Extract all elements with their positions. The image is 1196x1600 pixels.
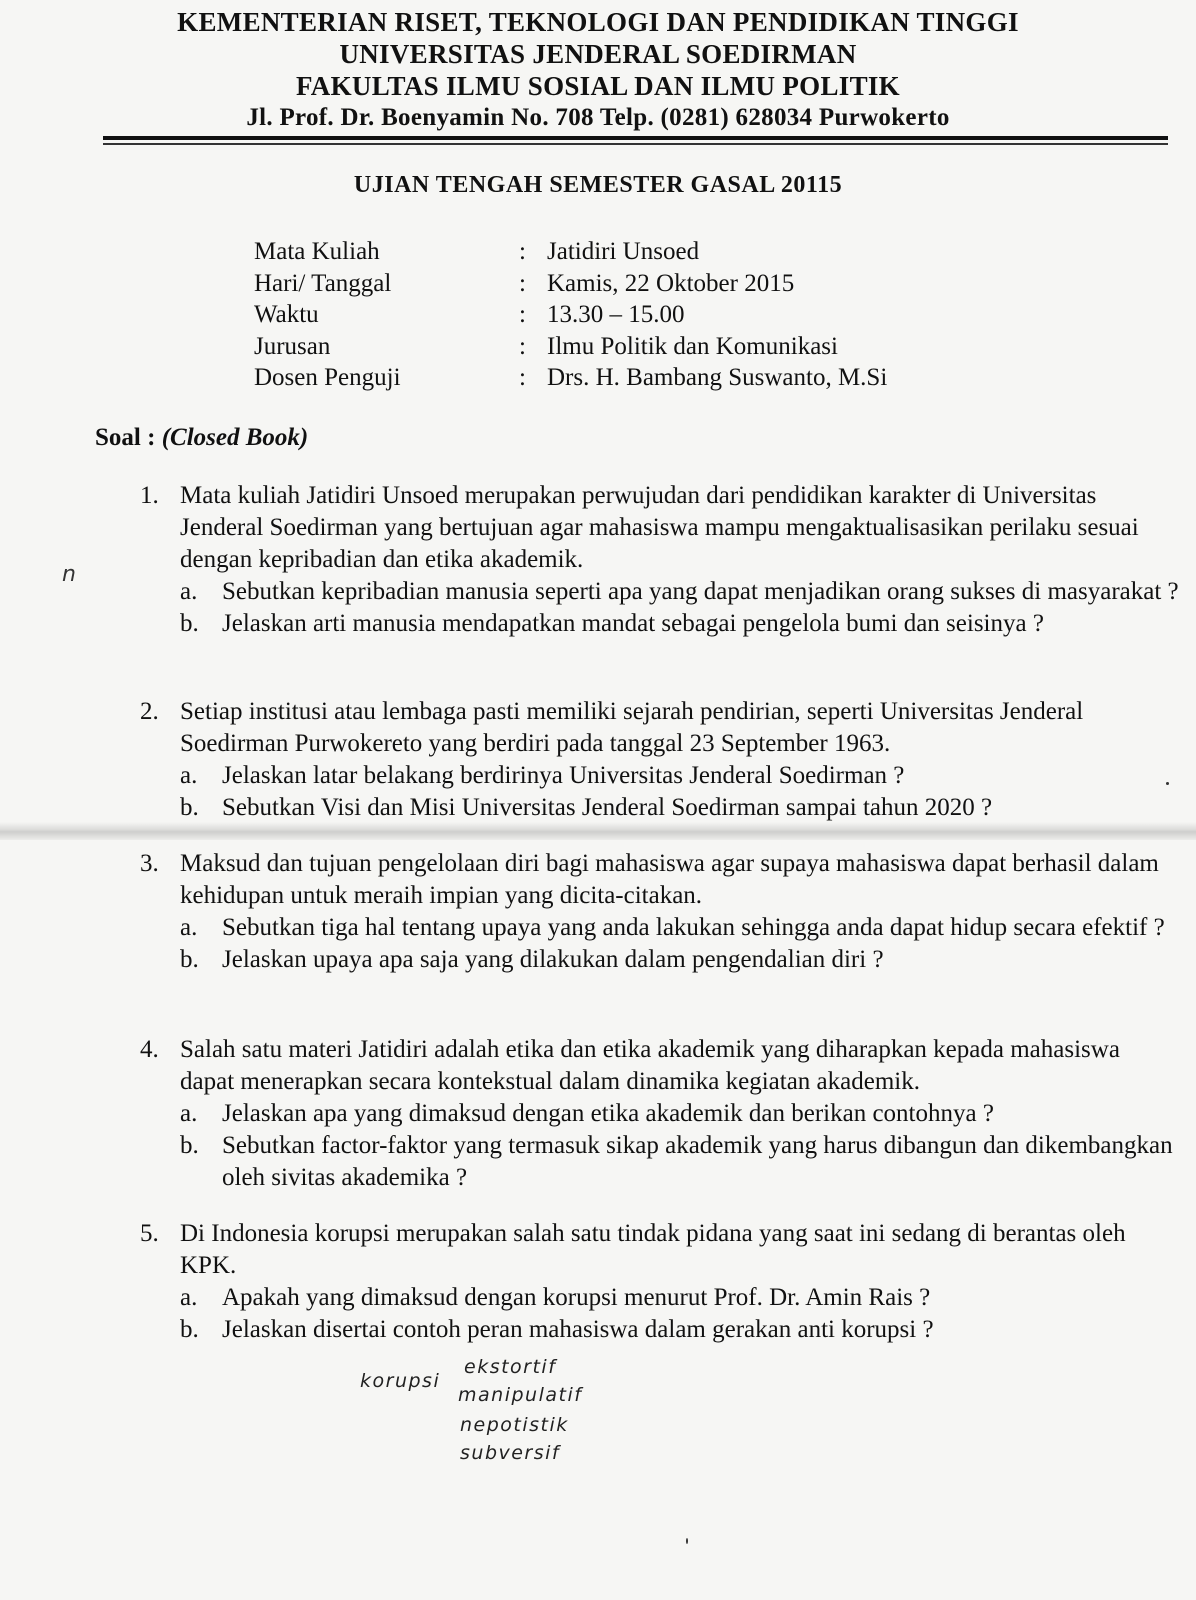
sub-question-b: [180, 1314, 1180, 1346]
sub-letter: b.: [180, 1316, 199, 1343]
info-value: 13.30 – 15.00: [547, 301, 685, 328]
sub-text: Jelaskan upaya apa saja yang dilakukan dalam pengendalian diri ?: [222, 946, 884, 973]
closed-book-note: (Closed Book): [161, 424, 309, 451]
faculty-address: Jl. Prof. Dr. Boenyamin No. 708 Telp. (0281) 628034 Purwokerto: [246, 104, 950, 131]
scan-speck: [686, 1538, 688, 1544]
sub-text: Sebutkan Visi dan Misi Universitas Jenderal Soedirman sampai tahun 2020 ?: [222, 794, 993, 821]
sub-question-b: [180, 792, 1180, 824]
info-label: Waktu: [254, 301, 319, 328]
info-label: Mata Kuliah: [254, 238, 380, 265]
sub-question-a: [180, 1282, 1180, 1314]
question-text: Setiap institusi atau lembaga pasti memiliki sejarah pendirian, seperti Universitas Jenderal Soedirman Purwokereto yang berdiri pada tanggal 23 September 1963.: [180, 698, 1084, 757]
letterhead-divider-thick: [103, 136, 1168, 140]
info-colon: :: [519, 238, 526, 265]
sub-question-a: [180, 912, 1180, 944]
sub-question-a: [180, 760, 1180, 792]
handwritten-list-item: manipulatif: [458, 1384, 583, 1406]
question-5: [140, 1218, 1180, 1346]
question-text: Maksud dan tujuan pengelolaan diri bagi mahasiswa agar supaya mahasiswa dapat berhasil dalam kehidupan untuk meraih impian yang dicita-citakan.: [180, 850, 1159, 909]
info-colon: :: [519, 301, 526, 328]
exam-info-table: [254, 236, 887, 394]
handwritten-list-item: ekstortif: [464, 1356, 557, 1378]
info-colon: :: [519, 332, 526, 360]
info-row-department: [254, 331, 887, 363]
sub-letter: a.: [180, 762, 198, 789]
sub-text: Sebutkan tiga hal tentang upaya yang anda lakukan sehingga anda dapat hidup secara efektif ?: [222, 914, 1165, 941]
info-label: Hari/ Tanggal: [254, 269, 392, 297]
exam-title: UJIAN TENGAH SEMESTER GASAL 20115: [353, 172, 843, 198]
sub-letter: b.: [180, 610, 199, 637]
question-1: [140, 480, 1180, 640]
question-text: Salah satu materi Jatidiri adalah etika dan etika akademik yang diharapkan kepada mahasiswa dapat menerapkan secara kontekstual dalam dinamika kegiatan akademik.: [180, 1036, 1120, 1095]
sub-text: Jelaskan arti manusia mendapatkan mandat sebagai pengelola bumi dan seisinya ?: [222, 610, 1044, 637]
question-number: 2.: [140, 698, 159, 725]
question-2: [140, 696, 1180, 824]
info-value: Jatidiri Unsoed: [547, 238, 700, 265]
question-3: [140, 848, 1180, 976]
question-number: 4.: [140, 1036, 159, 1063]
info-value: Ilmu Politik dan Komunikasi: [547, 332, 838, 360]
sub-question-b: [180, 1130, 1180, 1194]
sub-text: Sebutkan factor-faktor yang termasuk sikap akademik yang harus dibangun dan dikembangkan oleh sivitas akademika ?: [222, 1132, 1173, 1191]
info-row-date: [254, 268, 887, 300]
info-row-time: [254, 299, 887, 331]
sub-question-a: [180, 1098, 1180, 1130]
sub-letter: a.: [180, 578, 198, 605]
info-colon: :: [519, 364, 526, 391]
paper-fold-crease: [0, 822, 1196, 840]
sub-letter: b.: [180, 1132, 199, 1159]
sub-text: Jelaskan disertai contoh peran mahasiswa dalam gerakan anti korupsi ?: [222, 1316, 934, 1343]
info-row-course: [254, 236, 887, 268]
question-number: 5.: [140, 1220, 159, 1247]
info-label: Jurusan: [254, 332, 331, 360]
sub-letter: a.: [180, 914, 198, 941]
sub-letter: b.: [180, 946, 199, 973]
question-number: 1.: [140, 482, 159, 509]
sub-question-b: [180, 944, 1180, 976]
handwritten-margin-mark: n: [62, 562, 76, 587]
letterhead-divider-thin: [103, 143, 1168, 145]
ministry-name: KEMENTERIAN RISET, TEKNOLOGI DAN PENDIDIKAN TINGGI: [177, 7, 1019, 37]
question-text: Mata kuliah Jatidiri Unsoed merupakan perwujudan dari pendidikan karakter di Universitas Jenderal Soedirman yang bertujuan agar mahasiswa mampu mengaktualisasikan perilaku sesuai dengan kepribadian dan etika akademik.: [180, 482, 1139, 573]
handwritten-word-korupsi: korupsi: [360, 1370, 441, 1392]
sub-text: Jelaskan apa yang dimaksud dengan etika akademik dan berikan contohnya ?: [222, 1100, 994, 1127]
question-4: [140, 1034, 1180, 1194]
info-colon: :: [519, 269, 526, 297]
faculty-name: FAKULTAS ILMU SOSIAL DAN ILMU POLITIK: [296, 71, 900, 101]
info-value: Drs. H. Bambang Suswanto, M.Si: [547, 364, 888, 391]
info-value: Kamis, 22 Oktober 2015: [547, 269, 795, 297]
scan-speck: [1166, 782, 1169, 785]
university-name: UNIVERSITAS JENDERAL SOEDIRMAN: [339, 39, 857, 69]
letterhead: [0, 6, 1196, 134]
sub-text: Jelaskan latar belakang berdirinya Universitas Jenderal Soedirman ?: [222, 762, 905, 789]
sub-letter: b.: [180, 794, 199, 821]
sub-question-b: [180, 608, 1180, 640]
question-text: Di Indonesia korupsi merupakan salah satu tindak pidana yang saat ini sedang di berantas oleh KPK.: [180, 1220, 1126, 1279]
info-label: Dosen Penguji: [254, 364, 401, 391]
sub-text: Sebutkan kepribadian manusia seperti apa yang dapat menjadikan orang sukses di masyarakat ?: [222, 578, 1179, 605]
sub-question-a: [180, 576, 1180, 608]
handwritten-list-item: nepotistik: [460, 1414, 569, 1436]
sub-text: Apakah yang dimaksud dengan korupsi menurut Prof. Dr. Amin Rais ?: [222, 1284, 931, 1311]
sub-letter: a.: [180, 1100, 198, 1127]
questions-label: Soal :: [95, 424, 156, 451]
questions-heading: [95, 424, 308, 452]
sub-letter: a.: [180, 1284, 198, 1311]
handwritten-list-item: subversif: [460, 1442, 561, 1464]
info-row-examiner: [254, 362, 887, 394]
question-number: 3.: [140, 850, 159, 877]
